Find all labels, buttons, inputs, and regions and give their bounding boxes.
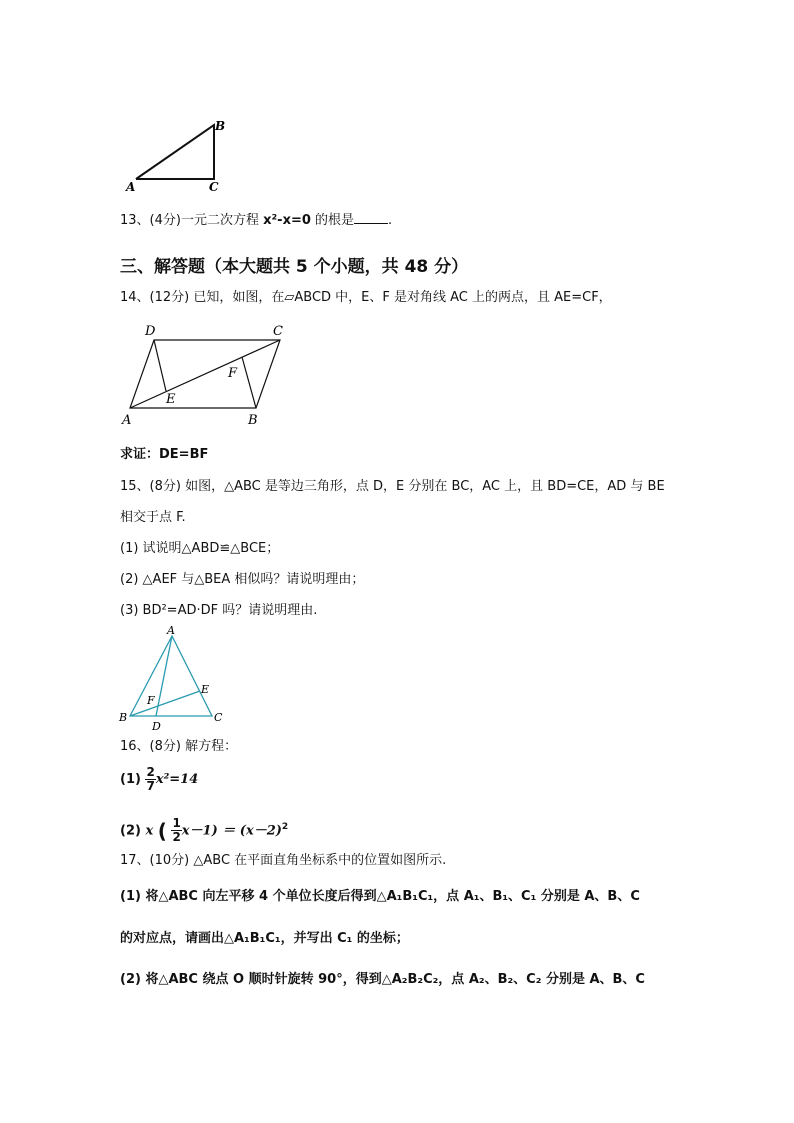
triangle-abc-outline: [136, 125, 214, 179]
fraction-denominator: 7: [146, 779, 155, 793]
q13-equation: x²-x=0: [263, 213, 311, 228]
fraction-numerator: 1: [172, 816, 181, 831]
question-15-line1: 15、(8分) 如图，△ABC 是等边三角形，点 D，E 分别在 BC，AC 上，且 BD=CE，AD 与 BE: [120, 479, 665, 494]
fraction-one-half: [171, 817, 181, 844]
label-d: D: [145, 324, 156, 339]
label-f: F: [147, 694, 155, 707]
segment-bf: [242, 357, 256, 408]
question-15-line2: 相交于点 F.: [120, 510, 186, 525]
label-b: B: [119, 711, 128, 724]
q16-p1-label: (1): [120, 772, 141, 787]
diagonal-ac: [130, 340, 280, 408]
label-e: E: [166, 392, 176, 407]
q13-suffix: 的根是: [310, 213, 355, 228]
figure-triangle-abc: [118, 115, 228, 195]
label-e: E: [201, 683, 210, 696]
q13-end: .: [388, 213, 393, 228]
question-13: [120, 211, 392, 230]
label-a: A: [167, 624, 175, 637]
q16-p1-equation: x²=14: [155, 772, 199, 787]
fraction-denominator: 2: [172, 830, 181, 845]
equilateral-outline: [130, 636, 212, 716]
q17-part-2: (2) 将△ABC 绕点 O 顺时针旋转 90°，得到△A₂B₂C₂，点 A₂、B₂、C₂ 分别是 A、B、C: [120, 972, 645, 987]
label-c: C: [214, 711, 223, 724]
segment-de: [154, 340, 166, 391]
fraction-numerator: 2: [146, 765, 155, 779]
label-a: A: [122, 413, 132, 428]
q16-p2-open-paren: (: [157, 818, 167, 843]
q16-p2-x: x: [145, 823, 154, 839]
label-d: D: [152, 720, 161, 733]
q16-part-2: [120, 812, 288, 846]
q16-p2-equation: x－1) ＝ (x－2): [181, 823, 282, 839]
question-16: 16、(8分) 解方程：: [120, 739, 238, 754]
q15-part-3: (3) BD²=AD·DF 吗？请说明理由.: [120, 603, 318, 618]
label-b: B: [248, 413, 258, 428]
label-c: C: [273, 324, 283, 339]
label-b: B: [215, 119, 226, 133]
q15-part-1: (1) 试说明△ABD≌△BCE；: [120, 541, 280, 556]
figure-equilateral-triangle: [116, 623, 231, 733]
question-17: 17、(10分) △ABC 在平面直角坐标系中的位置如图所示.: [120, 853, 447, 868]
question-14: 14、(12分) 已知，如图，在▱ABCD 中，E、F 是对角线 AC 上的两点，且 AE=CF，: [120, 290, 612, 305]
figure-parallelogram: [118, 320, 298, 430]
q17-part-1-line1: (1) 将△ABC 向左平移 4 个单位长度后得到△A₁B₁C₁，点 A₁、B₁、C₁ 分别是 A、B、C: [120, 889, 640, 904]
q17-part-1-line2: 的对应点，请画出△A₁B₁C₁，并写出 C₁ 的坐标；: [120, 931, 409, 946]
label-c: C: [209, 180, 219, 194]
label-f: F: [228, 366, 238, 381]
q16-p2-exponent: 2: [281, 822, 289, 832]
q16-p2-label: (2): [120, 823, 141, 839]
q16-part-1: [120, 766, 198, 794]
fraction-two-sevenths: [145, 766, 155, 793]
q13-answer-blank[interactable]: [354, 211, 388, 224]
label-a: A: [126, 180, 136, 194]
q15-part-2: (2) △AEF 与△BEA 相似吗？请说明理由；: [120, 572, 365, 587]
q13-prefix: 13、(4分)一元二次方程: [120, 213, 264, 228]
section-3-heading: 三、解答题（本大题共 5 个小题，共 48 分）: [120, 257, 469, 277]
q14-proof-statement: 求证：DE=BF: [120, 447, 209, 462]
